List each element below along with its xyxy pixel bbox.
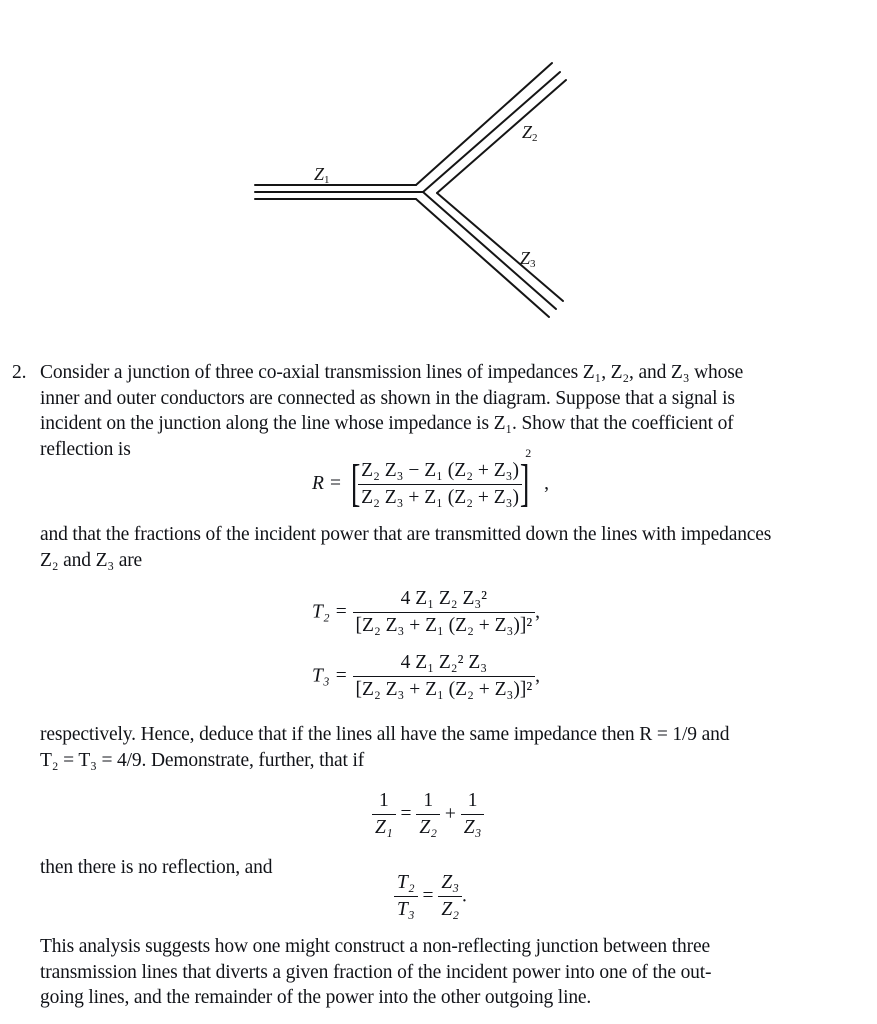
eq-r-exponent: 2 (525, 445, 532, 460)
eq-r-numerator: Z₂ Z₃ − Z₁ (Z₂ + Z₃) (358, 460, 522, 485)
intro-line: inner and outer conductors are connected as shown in the diagram. Suppose that a signal is (40, 387, 735, 409)
eq-r-lhs: R = (312, 473, 342, 494)
equation-reflection-coefficient (312, 445, 550, 512)
intro-line: incident on the junction along the line whose impedance is Z₁. Show that the coefficient of (40, 413, 734, 434)
cond-plus: + (444, 803, 456, 825)
equation-power-ratio (394, 872, 467, 921)
deduce-line: respectively. Hence, deduce that if the lines all have the same impedance then R = 1/9 and (40, 724, 730, 745)
label-z3: Z3 (520, 248, 536, 270)
eq-t3-lhs: T₃ = (312, 665, 348, 687)
conclusion-line: transmission lines that diverts a given fraction of the incident power into one of the out- (40, 961, 712, 983)
eq-t2-trail: , (535, 601, 541, 623)
eq-r-denominator: Z₂ Z₃ + Z₁ (Z₂ + Z₃) (361, 486, 519, 508)
cond-f3-den: Z₃ (463, 817, 482, 838)
conclusion-paragraph (40, 934, 836, 1011)
equation-t2 (312, 588, 540, 637)
deduce-paragraph (40, 722, 860, 773)
eq-t3-denominator: [Z₂ Z₃ + Z₁ (Z₂ + Z₃)]² (355, 679, 533, 700)
right-bracket: ] (519, 455, 530, 512)
conclusion-line: going lines, and the remainder of the power into the other outgoing line. (40, 987, 592, 1008)
problem-intro (40, 360, 840, 462)
label-z2: Z2 (522, 122, 538, 144)
cond-eq: = (400, 803, 412, 825)
cond-f3-num: 1 (461, 790, 485, 815)
transmission-line-junction-diagram (0, 0, 877, 340)
intro-line: Consider a junction of three co-axial transmission lines of impedances Z₁, Z₂, and Z₃ whose (40, 362, 744, 383)
cond-f2-den: Z₂ (419, 817, 437, 838)
eq-r-trail: , (544, 473, 550, 494)
equation-no-reflection-condition (372, 790, 484, 839)
ratio-r-den: Z₂ (441, 899, 459, 920)
cond-f2-num: 1 (416, 790, 440, 815)
ratio-eq: = (422, 885, 434, 907)
ratio-l-num: T₂ (394, 872, 418, 897)
transmit-line: and that the fractions of the incident power that are transmitted down the lines with impedances (40, 524, 772, 545)
deduce-line: T₂ = T₃ = 4/9. Demonstrate, further, that if (40, 749, 365, 771)
eq-t2-lhs: T₂ = (312, 601, 348, 623)
ratio-l-den: T₃ (397, 899, 415, 920)
eq-t2-denominator: [Z₂ Z₃ + Z₁ (Z₂ + Z₃)]² (355, 615, 533, 636)
eq-t2-numerator: 4 Z₁ Z₂ Z₃² (353, 588, 536, 613)
ratio-r-num: Z₃ (438, 872, 462, 897)
label-z1: Z1 (314, 164, 330, 186)
eq-t3-trail: , (535, 665, 541, 687)
ratio-trail: . (462, 885, 467, 907)
left-bracket: [ (350, 455, 361, 512)
conclusion-line: This analysis suggests how one might construct a non-reflecting junction between three (40, 936, 710, 957)
cond-f1-num: 1 (372, 790, 396, 815)
equation-t3 (312, 652, 540, 701)
no-reflection-line: then there is no reflection, and (40, 857, 273, 878)
intro-line: reflection is (40, 438, 131, 460)
transmit-paragraph (40, 522, 860, 573)
transmit-line: Z₂ and Z₃ are (40, 549, 143, 571)
problem-number: 2. (12, 362, 27, 383)
cond-f1-den: Z₁ (375, 817, 393, 838)
eq-t3-numerator: 4 Z₁ Z₂² Z₃ (353, 652, 536, 677)
